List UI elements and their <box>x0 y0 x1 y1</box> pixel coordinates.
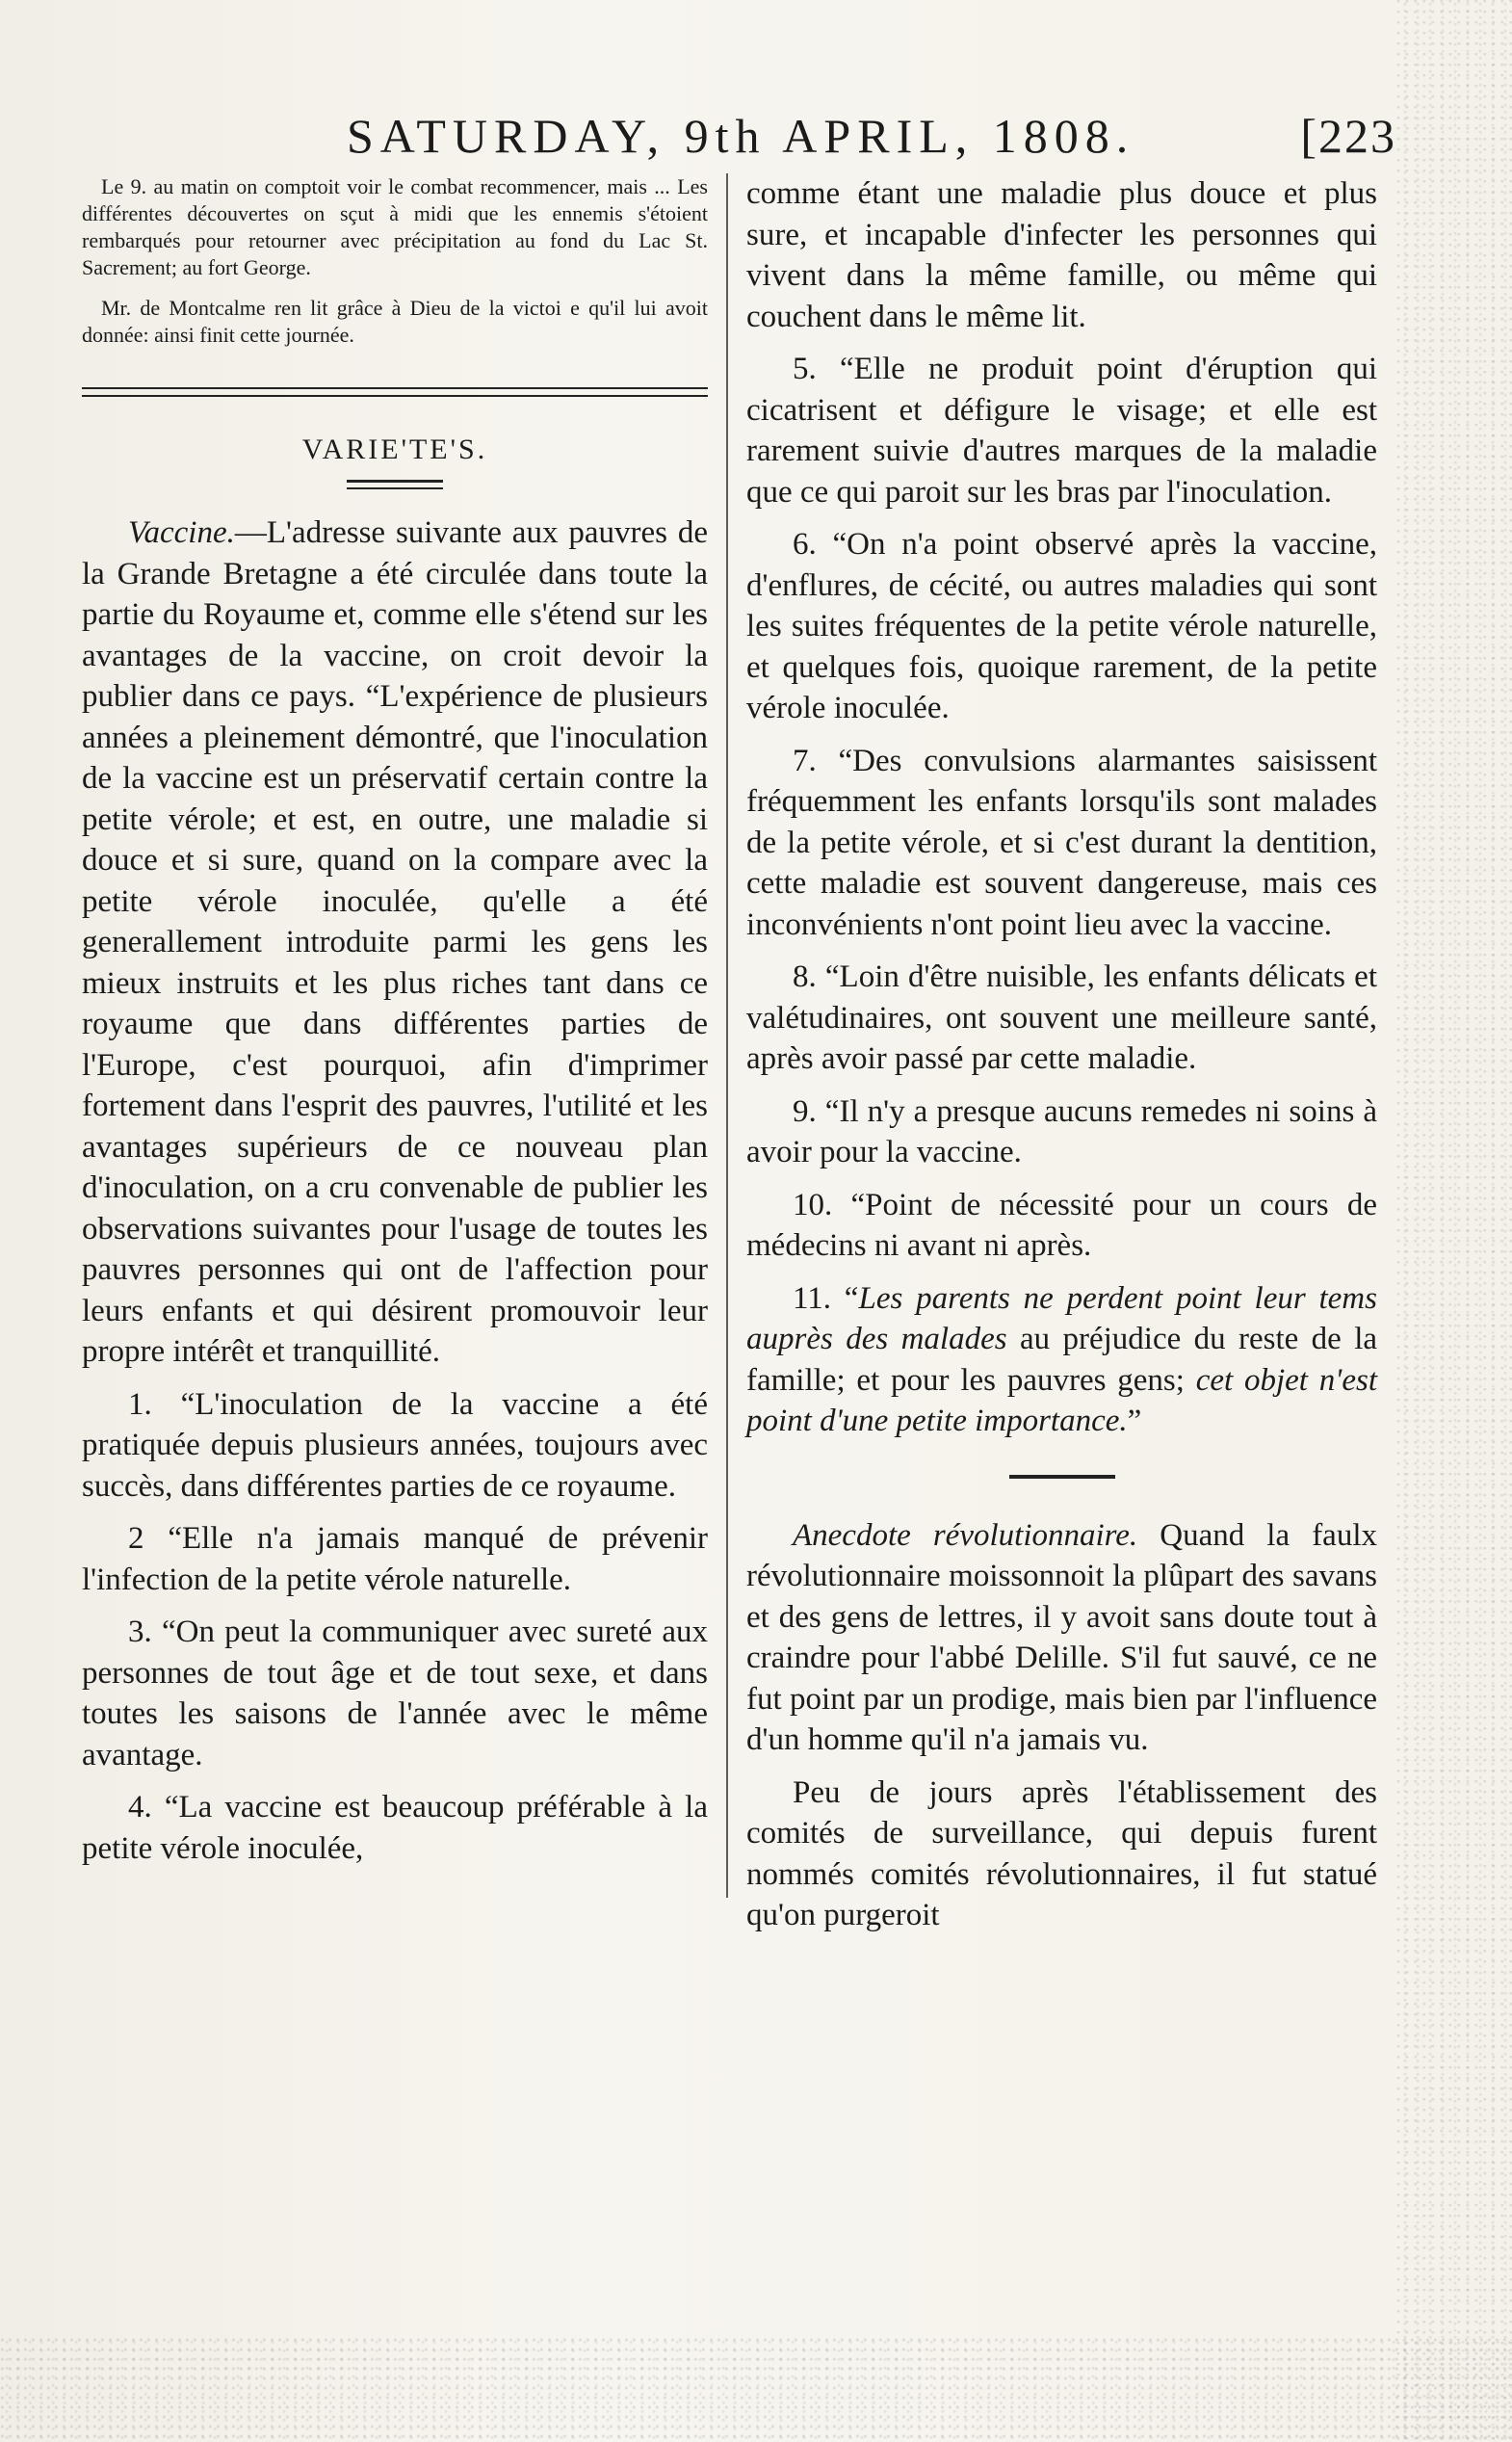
item-11-number: 11. “ <box>793 1280 859 1316</box>
anecdote-paragraph <box>746 1515 1377 1761</box>
anecdote-text: Quand la faulx révolutionnaire moissonnoit la plûpart des savans et des gens de lettres, il y avoit sans doute tout à craindre pour l'abbé Delille. S'il fut sauvé, ce ne fut point par un prodige, mais bien par l'influence d'un homme qu'il n'a jamais vu. <box>746 1517 1377 1757</box>
page-header <box>289 108 1396 166</box>
anecdote-continuation-paragraph: Peu de jours après l'établissement des comités de surveillance, qui depuis furent nommés comités révolutionnaires, il fut statué qu'on purgeroit <box>746 1774 1377 1932</box>
news-paragraph-montcalm: Mr. de Montcalme ren lit grâce à Dieu de la victoi e qu'il lui avoit donnée: ainsi finit cette journée. <box>82 296 708 347</box>
vaccine-item-7: 7. “Des convulsions alarmantes saisissent fréquemment les enfants lorsqu'ils sont malades de la petite vérole, et si c'est durant la dentition, cette maladie est souvent dangereuse, mais ces inconvénients n'ont point lieu avec la vaccine. <box>746 743 1377 942</box>
title-ornament <box>347 480 443 489</box>
vaccine-item-10: 10. “Point de nécessité pour un cours de médecins ni avant ni après. <box>746 1187 1377 1263</box>
item-11-italic-part-b: cet objet n'est point d'une petite importance. <box>746 1362 1377 1438</box>
vaccine-item-2: 2 “Elle n'a jamais manqué de prévenir l'infection de la petite vérole naturelle. <box>82 1521 708 1597</box>
column-divider <box>726 173 728 1898</box>
vaccine-intro-paragraph <box>82 512 708 1373</box>
article-separator-rule <box>1009 1475 1115 1479</box>
vaccine-item-4: 4. “La vaccine est beaucoup préférable à la petite vérole inoculée, <box>82 1790 708 1866</box>
vaccine-item-4-continuation: comme étant une maladie plus douce et plus sure, et incapable d'infecter les personnes qui vivent dans la même famille, ou même qui couchent dans le même lit. <box>746 176 1377 334</box>
vaccine-item-6: 6. “On n'a point observé après la vaccine, d'enflures, de cécité, ou autres maladies qui sont les suites fréquentes de la petite vérole naturelle, et quelques fois, quoique rarement, de la petite vérole inoculée. <box>746 527 1377 725</box>
news-paragraph-battle: Le 9. au matin on comptoit voir le combat recommencer, mais ... Les différentes découvertes on sçut à midi que les ennemis s'étoient rembarqués pour retourner avec précipitation au fond du Lac St. Sacrement; au fort George. <box>82 174 708 279</box>
anecdote-lead: Anecdote révolutionnaire. <box>793 1517 1138 1553</box>
right-column <box>746 173 1377 1948</box>
scan-noise-bottom <box>0 2336 1512 2442</box>
item-11-italic-part-a: Les parents ne perdent point leur tems auprès des malades <box>746 1280 1377 1356</box>
vaccine-item-3: 3. “On peut la communiquer avec sureté aux personnes de tout âge et de tout sexe, et dans toutes les saisons de l'année avec le même avantage. <box>82 1615 708 1772</box>
vaccine-item-1: 1. “L'inoculation de la vaccine a été pratiquée depuis plusieurs années, toujours avec succès, dans différentes parties de ce royaume. <box>82 1386 708 1504</box>
vaccine-item-9: 9. “Il n'y a presque aucuns remedes ni soins à avoir pour la vaccine. <box>746 1093 1377 1169</box>
vaccine-intro-text: —L'adresse suivante aux pauvres de la Grande Bretagne a été circulée dans toute la partie du Royaume et, comme elle s'étend sur les avantages de la vaccine, on croit devoir la publier dans ce pays. “L'expérience de plusieurs années a pleinement démontré, que l'inoculation de la vaccine est un préservatif certain contre la petite vérole; et est, en outre, une maladie si douce et si sure, quand on la compare avec la petite vérole inoculée, qu'elle a été generallement introduite parmi les gens les mieux instruits et les plus riches tant dans ce royaume que dans différentes parties de l'Europe, c'est pourquoi, afin d'imprimer fortement dans l'esprit des pauvres, l'utilité et les avantages supérieurs de ce nouveau plan d'inoculation, on a cru convenable de publier les observations suivantes pour l'usage de toutes les pauvres personnes qui ont de l'affection pour leurs enfants et qui désirent promouvoir leur propre intérêt et tranquillité. <box>82 515 708 1369</box>
header-date-title: SATURDAY, 9th APRIL, 1808. <box>347 109 1135 163</box>
vaccine-item-11 <box>746 1278 1377 1442</box>
section-title-varietes: VARIE'TE'S. <box>301 433 488 465</box>
item-11-plain-part: au préjudice du reste de la famille; et pour les pauvres gens; <box>746 1322 1378 1398</box>
section-rule <box>82 387 708 397</box>
scan-noise-right <box>1396 0 1512 2442</box>
item-11-close-quote: ” <box>1127 1404 1142 1438</box>
vaccine-item-8: 8. “Loin d'être nuisible, les enfants délicats et valétudinaires, ont souvent une meilleure santé, après avoir passé par cette maladie. <box>746 959 1377 1076</box>
vaccine-lead: Vaccine. <box>128 515 235 550</box>
header-page-number: [223 <box>1300 109 1396 163</box>
vaccine-item-5: 5. “Elle ne produit point d'éruption qui cicatrisent et défigure le visage; et elle est rarement suivie d'autres marques de la maladie que ce qui paroit sur les bras par l'inoculation. <box>746 352 1377 510</box>
left-column <box>82 173 708 1880</box>
